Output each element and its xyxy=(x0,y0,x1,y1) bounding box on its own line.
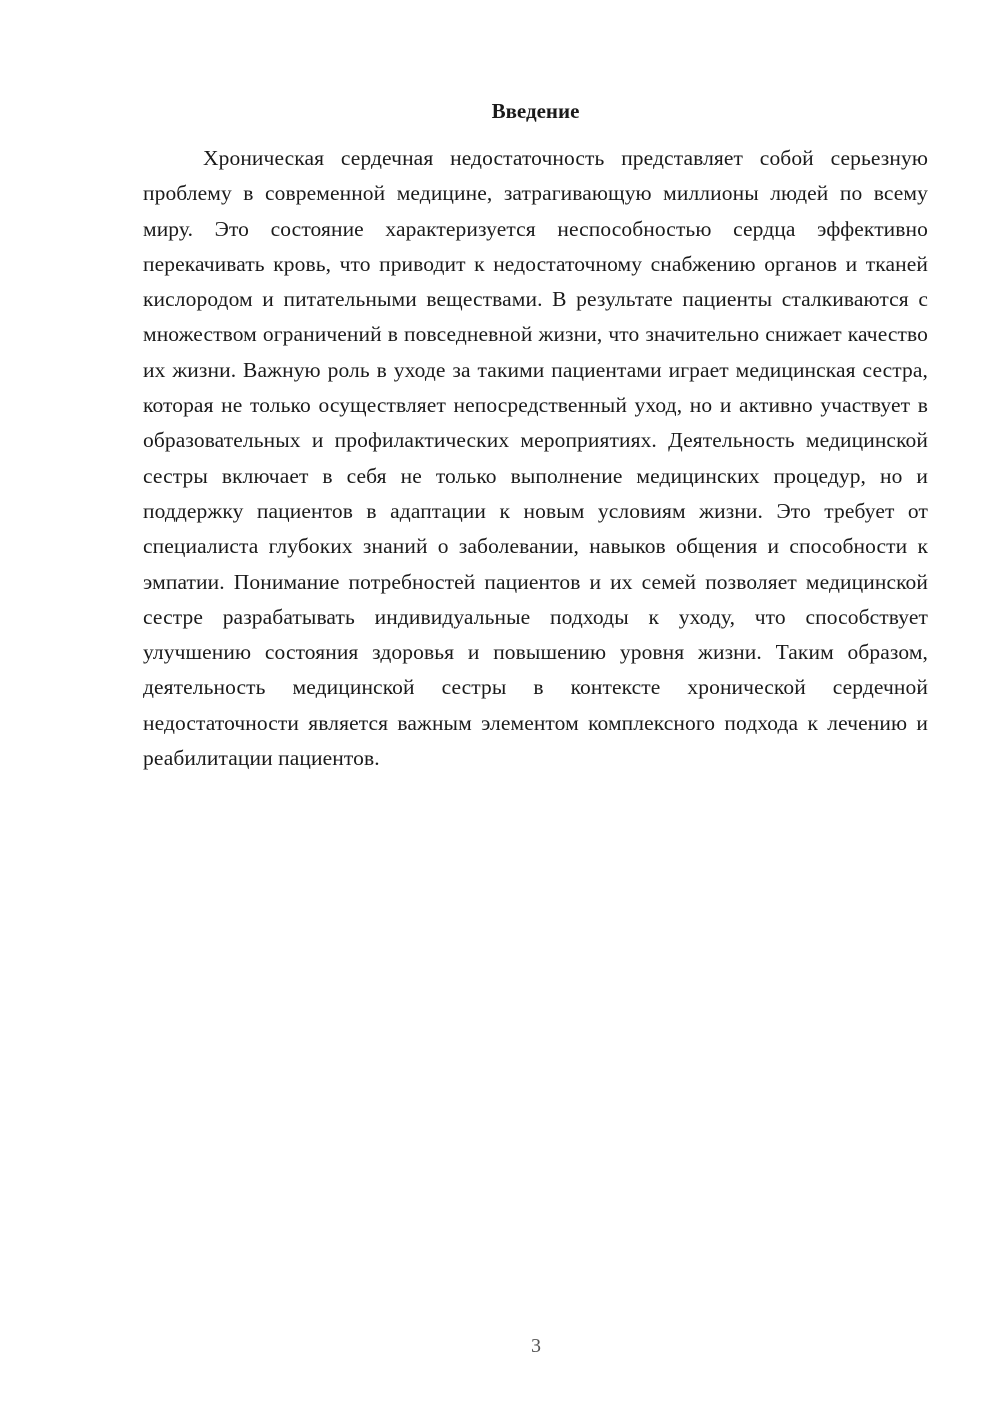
section-heading: Введение xyxy=(491,99,580,123)
page-number: 3 xyxy=(531,1335,541,1357)
body-paragraph: Хроническая сердечная недостаточность представляет собой серьезную проблему в современной медицине, затрагивающую миллионы людей по всему миру. Это состояние характеризуется неспособностью сердца эффективно перекачивать кровь, что приводит к недостаточному снабжению органов и тканей кислородом и питательными веществами. В результате пациенты сталкиваются с множеством ограничений в повседневной жизни, что значительно снижает качество их жизни. Важную роль в уходе за такими пациентами играет медицинская сестра, которая не только осуществляет непосредственный уход, но и активно участвует в образовательных и профилактических мероприятиях. Деятельность медицинской сестры включает в себя не только выполнение медицинских процедур, но и поддержку пациентов в адаптации к новым условиям жизни. Это требует от специалиста глубоких знаний о заболевании, навыков общения и способности к эмпатии. Понимание потребностей пациентов и их семей позволяет медицинской сестре разрабатывать индивидуальные подходы к уходу, что способствует улучшению состояния здоровья и повышению уровня жизни. Таким образом, деятельность медицинской сестры в контексте хронической сердечной недостаточности является важным элементом комплексного подхода к лечению и реабилитации пациентов. xyxy=(143,146,928,771)
